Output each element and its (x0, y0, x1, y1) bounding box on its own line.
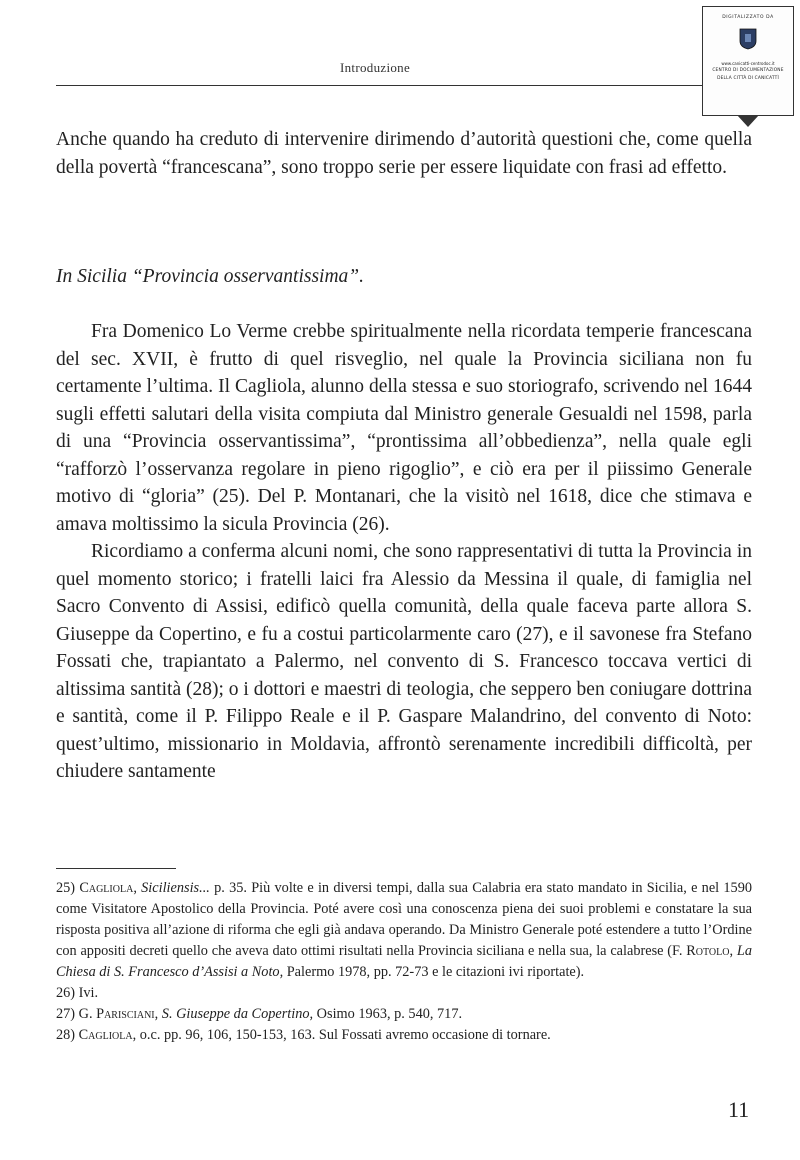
footnote-rule (56, 868, 176, 869)
footnote-number: 27) (56, 1006, 76, 1022)
footnote-text: Ivi. (78, 985, 99, 1001)
footnote-author: Cagliola (79, 880, 134, 896)
section-title: In Sicilia “Provincia osservantissima”. (56, 266, 365, 287)
footnote-27 (56, 1004, 752, 1025)
paragraph-2: Ricordiamo a conferma alcuni nomi, che sono rappresentativi di tutta la Provincia in quel momento storico; i fratelli laici fra Alessio da Messina il quale, di famiglia nel Sacro Convento di Assisi, edificò quella comunità, della quale faceva parte allora S. Giuseppe da Copertino, e fu a costui particolarmente caro (27), e il savonese fra Stefano Fossati che, trapiantato a Palermo, nel convento di S. Francesco toccava vertici di altissima santità (28); o i dottori e maestri di teologia, che seppero ben coniugare dottrina e santità, come il P. Filippo Reale e il P. Gaspare Malandrino, del convento di Noto: quest’ultimo, missionario in Moldavia, affrontò serenamente incredibili difficoltà, per chiudere santamente (56, 541, 752, 782)
footnote-number: 26) (56, 985, 76, 1001)
footnote-28 (56, 1025, 752, 1046)
footnote-prefix: G. (78, 1006, 97, 1022)
paragraph-1: Fra Domenico Lo Verme crebbe spiritualmente nella ricordata temperie francescana del sec. XVII, è frutto di quel risveglio, nel quale la Provincia siciliana non fu certamente l’ultima. Il Cagliola, alunno della stessa e suo storiografo, scrivendo nel 1644 sugli effetti salutari della visita compiuta dal Ministro generale Gesualdi nel 1598, parla di una “Provincia osservantissima”, “prontissima all’obbedienza”, nella quale egli “rafforzò l’osservanza regolare in pieno rigoglio”, e ciò era per il piissimo Generale motivo di “gloria” (25). Del P. Montanari, che la visitò nel 1618, dice che stimava e amava moltissimo la sicula Provincia (26). (56, 321, 752, 535)
stamp-line2: CENTRO DI DOCUMENTAZIONE (712, 68, 784, 73)
running-head: Introduzione (340, 60, 411, 75)
footnote-number: 25) (56, 880, 76, 896)
paragraph-opening (56, 126, 752, 181)
footnote-25 (56, 878, 752, 983)
footnote-text-2: Palermo 1978, pp. 72-73 e le citazioni ivi riportate). (283, 964, 585, 980)
footnote-26 (56, 983, 752, 1004)
footnote-author-2: Rotolo (686, 943, 730, 959)
footnote-author: Parisciani (96, 1006, 155, 1022)
stamp-line3: DELLA CITTÀ DI CANICATTÌ (717, 76, 779, 81)
footnote-separator-2: , (729, 943, 737, 959)
footnote-author: Cagliola (78, 1027, 133, 1043)
header-rule (56, 85, 756, 86)
footnote-text: p. 35. Più volte e in diversi tempi, dalla sua Calabria era stato mandato in Sicilia, e nel 1590 come Visitatore Apostolico della Provincia. Poté avere così una conoscenza piena dei suoi problemi e constatare la sua risposta positiva all’azione di riforma che egli già andava operando. Da Ministro Generale poté estendere a tutto l’Ordine con appositi decreti quello che aveva dato ottimi risultati nella Provincia siciliana e nella sua, la calabrese (F. (56, 880, 752, 959)
footnote-text: Osimo 1963, p. 540, 717. (313, 1006, 463, 1022)
footnotes (56, 878, 752, 1046)
footnote-title-2: La Chiesa di S. Francesco d’Assisi a Noto, (56, 943, 752, 980)
city-shield-icon (739, 28, 757, 50)
footnote-separator: , (133, 880, 142, 896)
digitization-stamp (702, 6, 794, 116)
main-text (56, 318, 752, 786)
footnote-title: S. Giuseppe da Copertino, (161, 1006, 314, 1022)
footnote-number: 28) (56, 1027, 76, 1043)
stamp-url: www.canicatti-centrodoc.it (721, 61, 775, 66)
stamp-line1: DIGITALIZZATO DA (722, 15, 774, 20)
footnote-text: , o.c. pp. 96, 106, 150-153, 163. Sul Fossati avremo occasione di tornare. (132, 1027, 551, 1043)
paragraph-0: Anche quando ha creduto di intervenire dirimendo d’autorità questioni che, come quella della povertà “francescana”, sono troppo serie per essere liquidate con frasi ad effetto. (56, 129, 752, 178)
footnote-separator: , (154, 1006, 162, 1022)
page-number: 11 (728, 1097, 750, 1122)
footnote-title: Siciliensis... (141, 880, 210, 896)
